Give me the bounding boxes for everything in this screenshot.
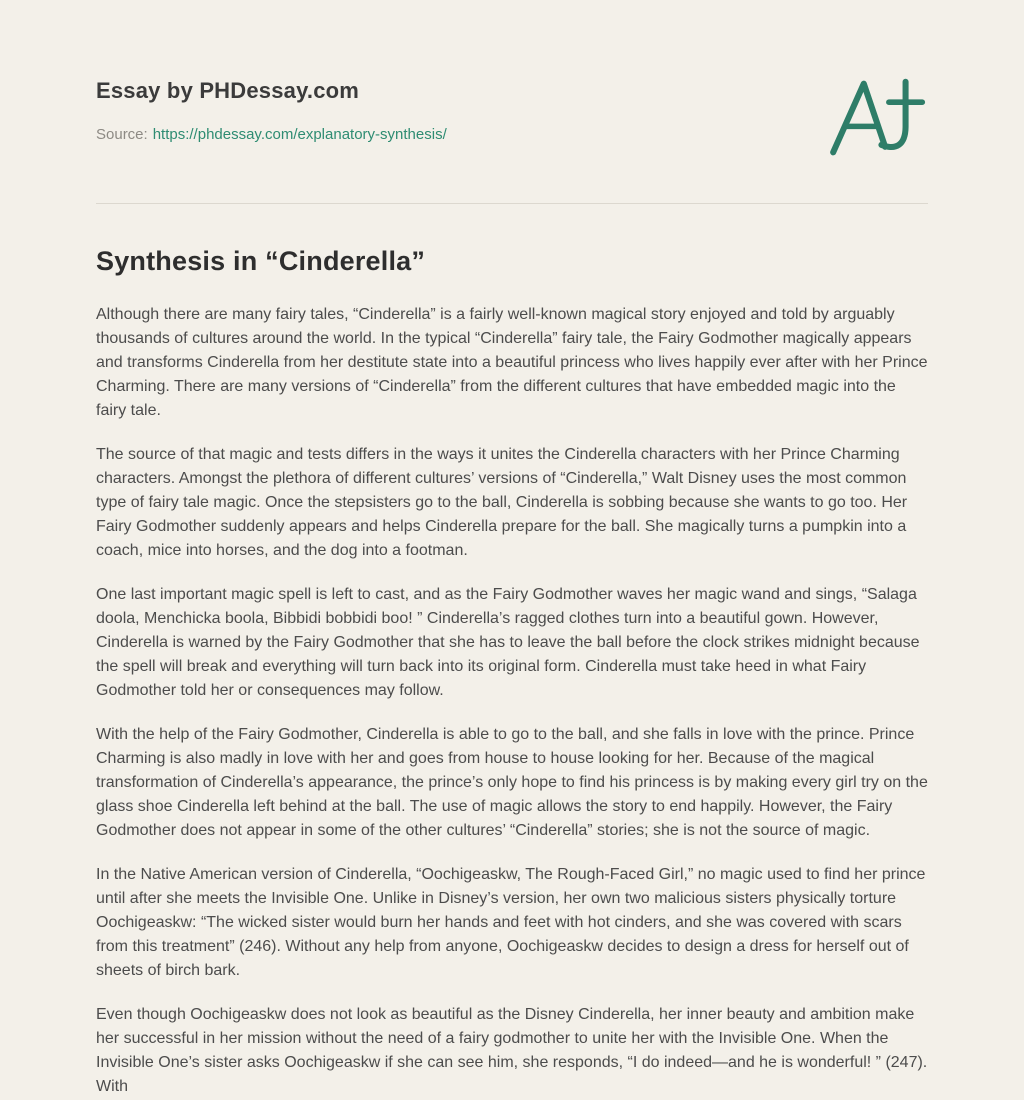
essay-title: Synthesis in “Cinderella” bbox=[96, 246, 426, 276]
brand-title: Essay by PHDessay.com bbox=[96, 78, 360, 103]
essay-paragraph: The source of that magic and tests differs in the ways it unites the Cinderella characters with her Prince Charming characters. Amongst the plethora of different cultures’ versions of “Cinderella,” Walt Disney uses the most common type of fairy tale magic. Once the stepsisters go to the ball, Cinderella is sobbing because she wants to go too. Her Fairy Godmother suddenly appears and helps Cinderella prepare for the ball. She magically turns a pumpkin into a coach, mice into horses, and the dog into a footman. bbox=[96, 446, 908, 559]
essay-paragraph: Although there are many fairy tales, “Cinderella” is a fairly well-known magical story enjoyed and told by arguably thousands of cultures around the world. In the typical “Cinderella” fairy tale, the Fairy Godmother magically appears and transforms Cinderella from her destitute state into a beautiful princess who lives happily ever after with her Prince Charming. There are many versions of “Cinderella” from the different cultures that have embedded magic into the fairy tale. bbox=[96, 306, 928, 419]
source-line bbox=[96, 126, 447, 143]
page-header bbox=[96, 78, 928, 169]
essay-content bbox=[96, 246, 928, 1099]
header-text-block bbox=[96, 78, 447, 143]
essay-paragraph: In the Native American version of Cinderella, “Oochigeaskw, The Rough-Faced Girl,” no magic used to find her prince until after she meets the Invisible One. Unlike in Disney’s version, her own two malicious sisters physically torture Oochigeaskw: “The wicked sister would burn her hands and feet with hot cinders, and she was covered with scars from this treatment” (246). Without any help from anyone, Oochigeaskw decides to design a dress for herself out of sheets of birch bark. bbox=[96, 866, 926, 979]
essay-paragraph: Even though Oochigeaskw does not look as beautiful as the Disney Cinderella, her inner beauty and ambition make her successful in her mission without the need of a fairy godmother to unite her with the Invisible One. When the Invisible One’s sister asks Oochigeaskw if she can see him, she responds, “I do indeed—and he is wonderful! ” (247). With bbox=[96, 1006, 928, 1095]
essay-paragraph: One last important magic spell is left to cast, and as the Fairy Godmother waves her magic wand and sings, “Salaga doola, Menchicka boola, Bibbidi bobbidi boo! ” Cinderella’s ragged clothes turn into a beautiful gown. However, Cinderella is warned by the Fairy Godmother that she has to leave the ball before the clock strikes midnight because the spell will break and everything will turn back into its original form. Cinderella must take heed in what Fairy Godmother told her or consequences may follow. bbox=[96, 586, 920, 699]
paragraphs-container bbox=[96, 303, 928, 1099]
phdessay-a-plus-logo-icon bbox=[822, 72, 926, 169]
source-label: Source: bbox=[96, 126, 148, 143]
source-link[interactable]: https://phdessay.com/explanatory-synthesis/ bbox=[152, 126, 447, 143]
essay-paragraph: With the help of the Fairy Godmother, Cinderella is able to go to the ball, and she falls in love with the prince. Prince Charming is also madly in love with her and goes from house to house looking for her. Because of the magical transformation of Cinderella’s appearance, the prince’s only hope to find his princess is by making every girl try on the glass shoe Cinderella left behind at the ball. The use of magic allows the story to end happily. However, the Fairy Godmother does not appear in some of the other cultures’ “Cinderella” stories; she is not the source of magic. bbox=[96, 726, 928, 839]
header-divider bbox=[96, 203, 928, 204]
